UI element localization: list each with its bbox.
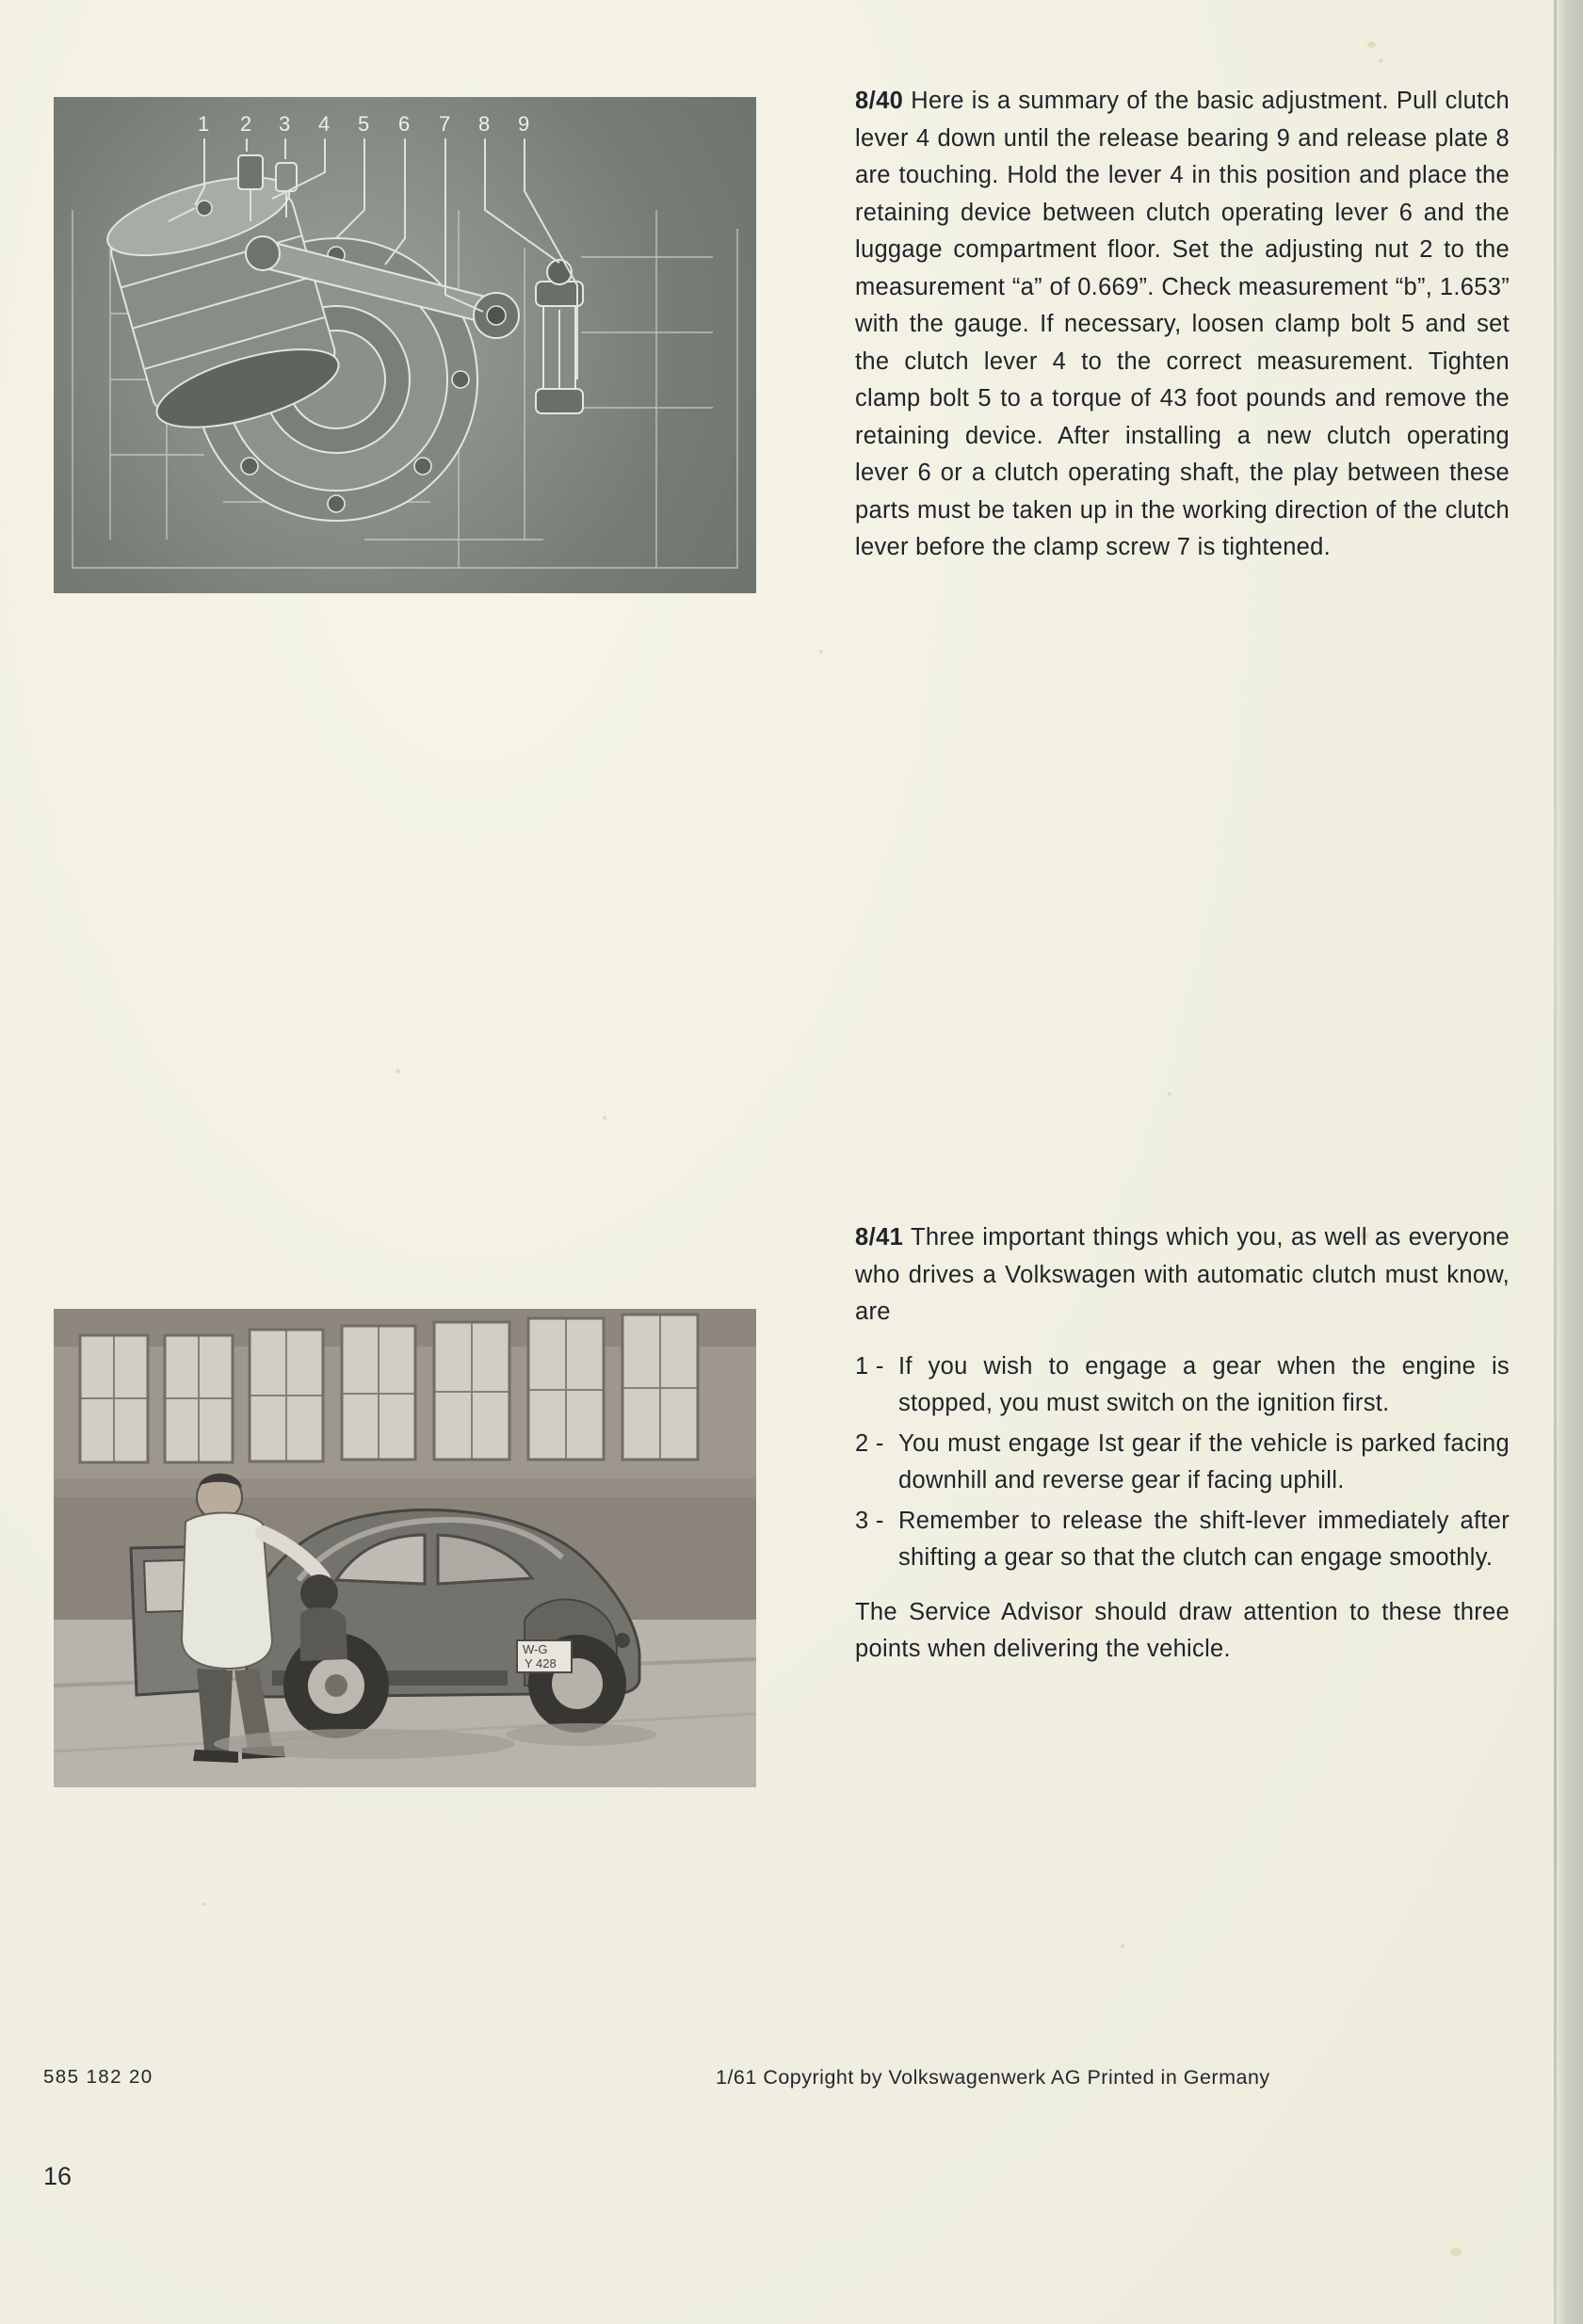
callout-9: 9 <box>518 112 530 136</box>
callout-4: 4 <box>318 112 331 136</box>
scan-speck <box>1367 41 1376 48</box>
list-item <box>855 1503 1510 1577</box>
callout-6: 6 <box>398 112 411 136</box>
section-840-number: 8/40 <box>855 88 904 114</box>
section-840-text: Here is a summary of the basic adjustment. Pull clutch lever 4 down until the release bearing 9 and release plate 8 are touching. Hold the lever 4 in this position and place the retaining device between clutch operating lever 6 and the luggage compartment floor. Set the adjusting nut 2 to the measurement “a” of 0.669”. Check measurement “b”, 1.653” with the gauge. If necessary, loosen clamp bolt 5 and set the clutch lever 4 to the correct measurement. Tighten clamp bolt 5 to a torque of 43 foot pounds and remove the retaining device. After installing a new clutch operating lever 6 or a clutch operating shaft, the play between these parts must be taken up in the working direction of the clutch lever before the clamp screw 7 is tightened. <box>855 88 1510 560</box>
scan-speck <box>1450 2248 1462 2256</box>
callout-1: 1 <box>198 112 210 136</box>
photo-content <box>54 1309 756 1787</box>
section-841-intro-paragraph <box>855 1219 1510 1331</box>
diagram-line-art <box>54 97 756 593</box>
callout-3: 3 <box>279 112 291 136</box>
clutch-adjustment-diagram <box>54 97 756 593</box>
page-number: 16 <box>43 2162 73 2190</box>
callout-2: 2 <box>240 112 252 136</box>
footer-part-number: 585 182 20 <box>43 2066 153 2088</box>
section-841-intro-text: Three important things which you, as well as everyone who drives a Volkswagen with automatic clutch must know, are <box>855 1224 1510 1325</box>
section-841-list <box>855 1348 1510 1577</box>
list-item-text: Remember to release the shift-lever immediately after shifting a gear so that the clutch can engage smoothly. <box>898 1507 1510 1571</box>
scan-speck <box>396 1069 400 1073</box>
section-840-paragraph <box>855 83 1510 567</box>
footer-copyright: 1/61 Copyright by Volkswagenwerk AG Printed in Germany <box>716 2066 1270 2089</box>
scan-speck <box>1379 58 1383 63</box>
section-841-block <box>855 1219 1510 1669</box>
list-item-text: If you wish to engage a gear when the engine is stopped, you must switch on the ignition first. <box>898 1352 1510 1416</box>
service-advisor-photo <box>54 1309 756 1787</box>
scan-speck <box>1121 1945 1124 1948</box>
scan-speck <box>603 1116 606 1120</box>
scan-speck <box>1168 1092 1171 1096</box>
list-item <box>855 1348 1510 1423</box>
list-item-marker: 2 - <box>855 1429 884 1457</box>
section-841-outro-paragraph: The Service Advisor should draw attention to these three points when delivering the vehicle. <box>855 1598 1510 1662</box>
callout-5: 5 <box>358 112 370 136</box>
page-edge-line <box>1554 0 1557 2324</box>
list-item-text: You must engage Ist gear if the vehicle is parked facing downhill and reverse gear if facing uphill. <box>898 1429 1510 1493</box>
license-plate-line1: W-G <box>523 1642 548 1656</box>
callout-8: 8 <box>478 112 491 136</box>
page-edge-shadow <box>1557 0 1583 2324</box>
license-plate-line2: Y 428 <box>525 1656 557 1670</box>
scan-speck <box>202 1902 206 1906</box>
section-841-number: 8/41 <box>855 1224 904 1251</box>
scan-speck <box>819 650 823 654</box>
list-item-marker: 3 - <box>855 1507 884 1534</box>
callout-7: 7 <box>439 112 451 136</box>
list-item-marker: 1 - <box>855 1352 884 1380</box>
list-item <box>855 1426 1510 1500</box>
